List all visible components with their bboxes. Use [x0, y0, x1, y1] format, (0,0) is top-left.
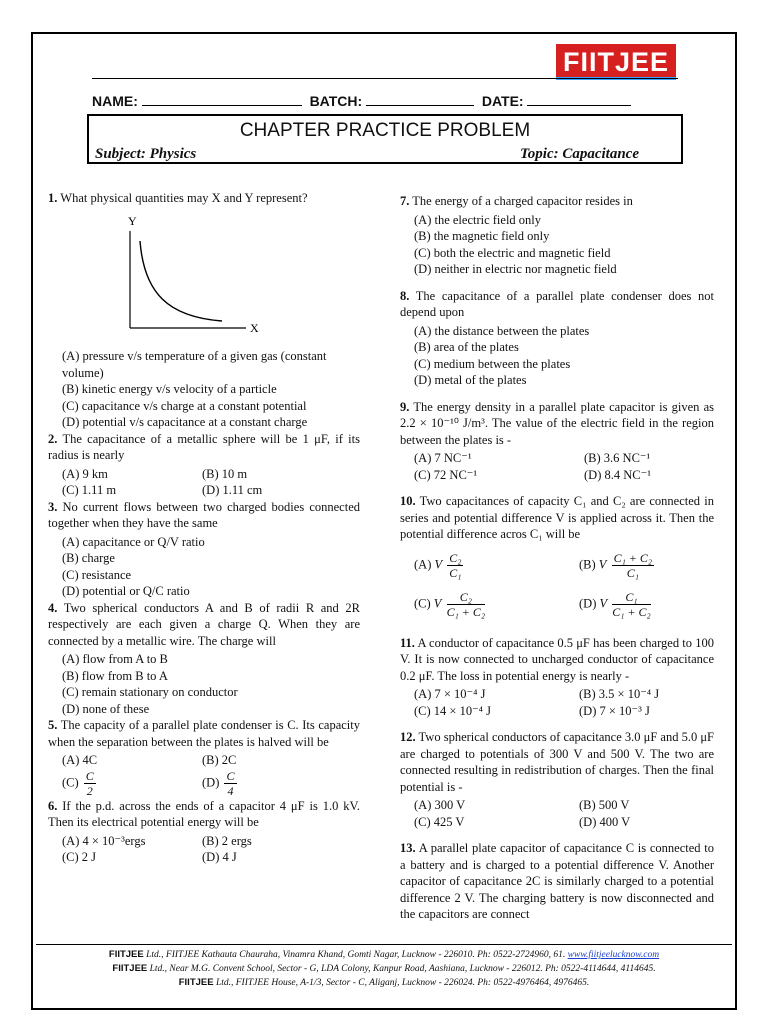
option[interactable]: (B) 10 m	[202, 466, 248, 481]
question-number: 13.	[400, 841, 416, 855]
options-grid	[400, 551, 714, 619]
option[interactable]: (A) 4 × 10⁻³ergs	[62, 833, 146, 848]
date-label: DATE:	[481, 93, 524, 109]
option[interactable]: (A) 7 NC⁻¹	[414, 451, 472, 465]
question-number: 1.	[48, 191, 58, 205]
fraction-numerator: C	[85, 768, 94, 783]
footer	[36, 948, 732, 990]
question-3	[48, 499, 360, 532]
spacer	[400, 389, 714, 399]
question-11	[400, 635, 714, 685]
option[interactable]: (A) the distance between the plates	[414, 323, 590, 338]
options-grid	[400, 797, 714, 830]
variable-v: V	[433, 595, 442, 610]
question-5	[48, 717, 360, 750]
fraction-denominator: C₁ + C₂	[612, 604, 651, 619]
question-number: 3.	[48, 499, 58, 514]
question-number: 6.	[48, 798, 58, 813]
spacer	[400, 483, 714, 493]
spacer	[400, 619, 714, 635]
option-label: (B)	[579, 556, 596, 571]
question-number: 9.	[400, 399, 410, 414]
option[interactable]: (B) area of the plates	[414, 340, 519, 354]
variable-v: V	[434, 556, 443, 571]
options-grid	[400, 686, 714, 719]
question-10	[400, 493, 714, 543]
question-text: The capacitance of a parallel plate condenser does not depend upon	[400, 288, 714, 319]
option[interactable]: (B) 2 ergs	[202, 833, 252, 848]
option[interactable]: (D) 400 V	[579, 814, 631, 829]
option[interactable]: (C) capacitance v/s charge at a constant potential	[62, 398, 307, 413]
graph-x-label: X	[250, 320, 259, 335]
option[interactable]: (A) the electric field only	[414, 212, 542, 227]
option[interactable]: (A) 300 V	[414, 798, 466, 812]
option[interactable]: (B) charge	[62, 551, 115, 565]
option[interactable]: (A) 9 km	[62, 466, 108, 481]
question-13	[400, 840, 714, 923]
option[interactable]: (D) 4 J	[202, 850, 237, 864]
fraction-denominator: C₁	[626, 565, 639, 580]
question-text: Two spherical conductors A and B of radii R and 2R respectively are each given a charge Q. When they are connected by a metallic wire. The charge will	[48, 600, 360, 648]
question-6	[48, 798, 360, 831]
fraction-numerator: C₁	[612, 590, 650, 605]
option-label: (C)	[414, 595, 431, 610]
question-number: 4.	[48, 600, 58, 615]
option-label: (A)	[414, 556, 432, 571]
question-4	[48, 600, 360, 650]
fraction-numerator: C₂	[449, 550, 462, 565]
fraction-denominator: C₁	[449, 565, 462, 580]
option-d[interactable]	[579, 590, 714, 619]
option[interactable]: (C) remain stationary on conductor	[62, 685, 238, 699]
option[interactable]: (C) both the electric and magnetic field	[414, 245, 611, 260]
footer-line-2	[36, 962, 732, 976]
graph-curve	[140, 241, 222, 321]
question-1	[48, 190, 360, 207]
option[interactable]: (B) 2C	[202, 753, 237, 767]
options-grid	[400, 450, 714, 483]
student-info-line	[92, 93, 652, 109]
option[interactable]: (C) 1.11 m	[62, 483, 117, 497]
right-column	[400, 193, 714, 925]
header-box	[87, 114, 683, 164]
date-blank[interactable]	[527, 94, 631, 106]
topic-label: Topic: Capacitance	[519, 146, 639, 162]
batch-blank[interactable]	[366, 94, 474, 106]
option-b[interactable]	[579, 551, 714, 580]
question-9	[400, 399, 714, 449]
options-grid	[48, 752, 360, 798]
option[interactable]: (C) 14 × 10⁻⁴ J	[414, 703, 492, 718]
question-2	[48, 431, 360, 464]
option-label: (C)	[62, 774, 79, 789]
question-number: 2.	[48, 431, 58, 446]
graph-y-label: Y	[128, 213, 137, 228]
option[interactable]: (B) kinetic energy v/s velocity of a particle	[62, 382, 277, 396]
option[interactable]: (C) medium between the plates	[414, 356, 571, 371]
option[interactable]: (C) 2 J	[62, 850, 97, 864]
page-title: CHAPTER PRACTICE PROBLEM	[239, 120, 531, 141]
footer-address: Ltd., Near M.G. Convent School, Sector - G, LDA Colony, Kanpur Road, Aashiana, Lucknow - 226012. Ph: 0522-4114644, 4114645.	[147, 964, 656, 974]
name-blank[interactable]	[142, 94, 302, 106]
option-label: (D)	[202, 774, 220, 789]
name-label: NAME:	[92, 93, 138, 109]
option[interactable]: (D) 1.11 cm	[202, 483, 263, 497]
question-text: The capacity of a parallel plate condenser is C. Its capacity when the separation between the plates is halved will be	[48, 718, 360, 749]
fraction-numerator: C₁ + C₂	[613, 550, 653, 565]
option[interactable]: (D) neither in electric nor magnetic field	[414, 262, 617, 276]
option[interactable]: (D) 7 × 10⁻³ J	[579, 703, 650, 718]
option[interactable]: (A) 7 × 10⁻⁴ J	[414, 687, 486, 701]
spacer	[400, 719, 714, 729]
question-8	[400, 288, 714, 321]
website-link[interactable]: www.fiitjeelucknow.com	[567, 950, 660, 960]
fraction	[447, 590, 485, 619]
option[interactable]: (B) 3.5 × 10⁻⁴ J	[579, 687, 660, 701]
footer-line-3	[36, 976, 732, 990]
question-number: 7.	[400, 194, 410, 208]
spacer	[400, 830, 714, 840]
variable-v: V	[599, 595, 608, 610]
footer-brand: FIITJEE	[178, 977, 214, 988]
fraction-denominator: 2	[86, 783, 93, 798]
question-number: 5.	[48, 718, 58, 732]
fraction-denominator: C₁ + C₂	[446, 604, 486, 619]
option[interactable]: (A) capacitance or Q/V ratio	[62, 534, 205, 549]
fraction	[84, 769, 96, 798]
question-text: A parallel plate capacitor of capacitance C is connected to a battery and is charged to a potential difference V. Another capacitor of capacitance 2C is similarly charged to a potential difference 2 V. The charging battery is now disconnected and the capacitors are connect	[400, 841, 715, 921]
fiitjee-logo: FIITJEE	[556, 44, 676, 80]
question-text: The energy density in a parallel plate capacitor is given as 2.2 × 10⁻¹⁰ J/m³. The value of the electric field in the region between the plates is -	[400, 399, 715, 447]
left-column	[48, 190, 360, 866]
fraction-numerator: C₂	[447, 590, 485, 605]
xy-graph	[118, 213, 268, 338]
subject-label: Subject: Physics	[95, 146, 197, 162]
question-text: If the p.d. across the ends of a capacitor 4 μF is 1.0 kV. Then its electrical potential energy will be	[48, 798, 361, 829]
options-grid	[48, 466, 360, 499]
fraction	[612, 551, 654, 580]
spacer	[400, 278, 714, 288]
question-text: The energy of a charged capacitor resides in	[412, 194, 633, 208]
option[interactable]: (D) potential v/s capacitance at a constant charge	[62, 415, 308, 429]
footer-brand: FIITJEE	[112, 963, 148, 974]
question-text: Two spherical conductors of capacitance 3.0 μF and 5.0 μF are charged to potentials of 300 V and 500 V. The two are connected resulting in redistribution of charges. Then the final potential is -	[400, 730, 714, 794]
option[interactable]: (B) flow from B to A	[62, 668, 168, 683]
option-a[interactable]	[414, 551, 579, 580]
fraction-denominator: 4	[227, 783, 234, 798]
question-12	[400, 729, 714, 795]
question-text: The capacitance of a metallic sphere will be 1 μF, if its radius is nearly	[48, 431, 360, 462]
option[interactable]: (D) 8.4 NC⁻¹	[584, 467, 651, 482]
question-text: No current flows between two charged bodies connected together when they have the same	[48, 499, 361, 530]
footer-divider	[36, 944, 732, 945]
option[interactable]: (A) flow from A to B	[62, 652, 168, 666]
option-label: (D)	[579, 595, 597, 610]
fraction-numerator: C	[226, 768, 235, 783]
fraction	[224, 769, 236, 798]
question-7	[400, 193, 714, 210]
option-c[interactable]	[414, 590, 579, 619]
option[interactable]: (B) the magnetic field only	[414, 229, 550, 243]
option[interactable]: (D) metal of the plates	[414, 373, 527, 387]
option[interactable]: (A) pressure v/s temperature of a given gas (constant volume)	[62, 349, 327, 380]
question-number: 12.	[400, 730, 416, 744]
option[interactable]: (C) 425 V	[414, 814, 465, 829]
footer-brand: FIITJEE	[108, 949, 144, 960]
top-divider	[92, 78, 678, 79]
options-grid	[48, 833, 360, 866]
option[interactable]: (C) resistance	[62, 567, 132, 582]
fraction	[447, 551, 463, 580]
question-text: Two capacitances of capacity C₁ and C₂ are connected in series and potential difference V is applied across it. Then the potential difference acros C₁ will be	[400, 494, 715, 541]
question-text: What physical quantities may X and Y represent?	[60, 191, 308, 205]
option-c[interactable]	[62, 769, 202, 798]
question-number: 10.	[400, 494, 416, 508]
option[interactable]: (C) 72 NC⁻¹	[414, 467, 478, 482]
batch-label: BATCH:	[309, 93, 363, 109]
option[interactable]: (B) 500 V	[579, 798, 630, 812]
option[interactable]: (B) 3.6 NC⁻¹	[584, 451, 651, 465]
option[interactable]: (D) none of these	[62, 701, 150, 716]
footer-address: Ltd., FIITJEE House, A-1/3, Sector - C, Aliganj, Lucknow - 226024. Ph: 0522-4976464, 4976465.	[213, 978, 590, 988]
question-number: 11.	[400, 635, 415, 650]
question-number: 8.	[400, 288, 410, 303]
question-text: A conductor of capacitance 0.5 μF has been charged to 100 V. It is now connected to uncharged conductor of capacitance 0.2 μF. The loss in potential energy is nearly -	[400, 635, 714, 683]
variable-v: V	[598, 556, 607, 571]
option[interactable]: (D) potential or Q/C ratio	[62, 584, 190, 598]
option-d[interactable]	[202, 769, 360, 798]
footer-line-1	[36, 948, 732, 962]
fraction	[612, 590, 650, 619]
footer-address: Ltd., FIITJEE Kathauta Chauraha, Vinamra Khand, Gomti Nagar, Lucknow - 226010. Ph: 0522-2724960, 61.	[143, 950, 568, 960]
option[interactable]: (A) 4C	[62, 753, 98, 767]
